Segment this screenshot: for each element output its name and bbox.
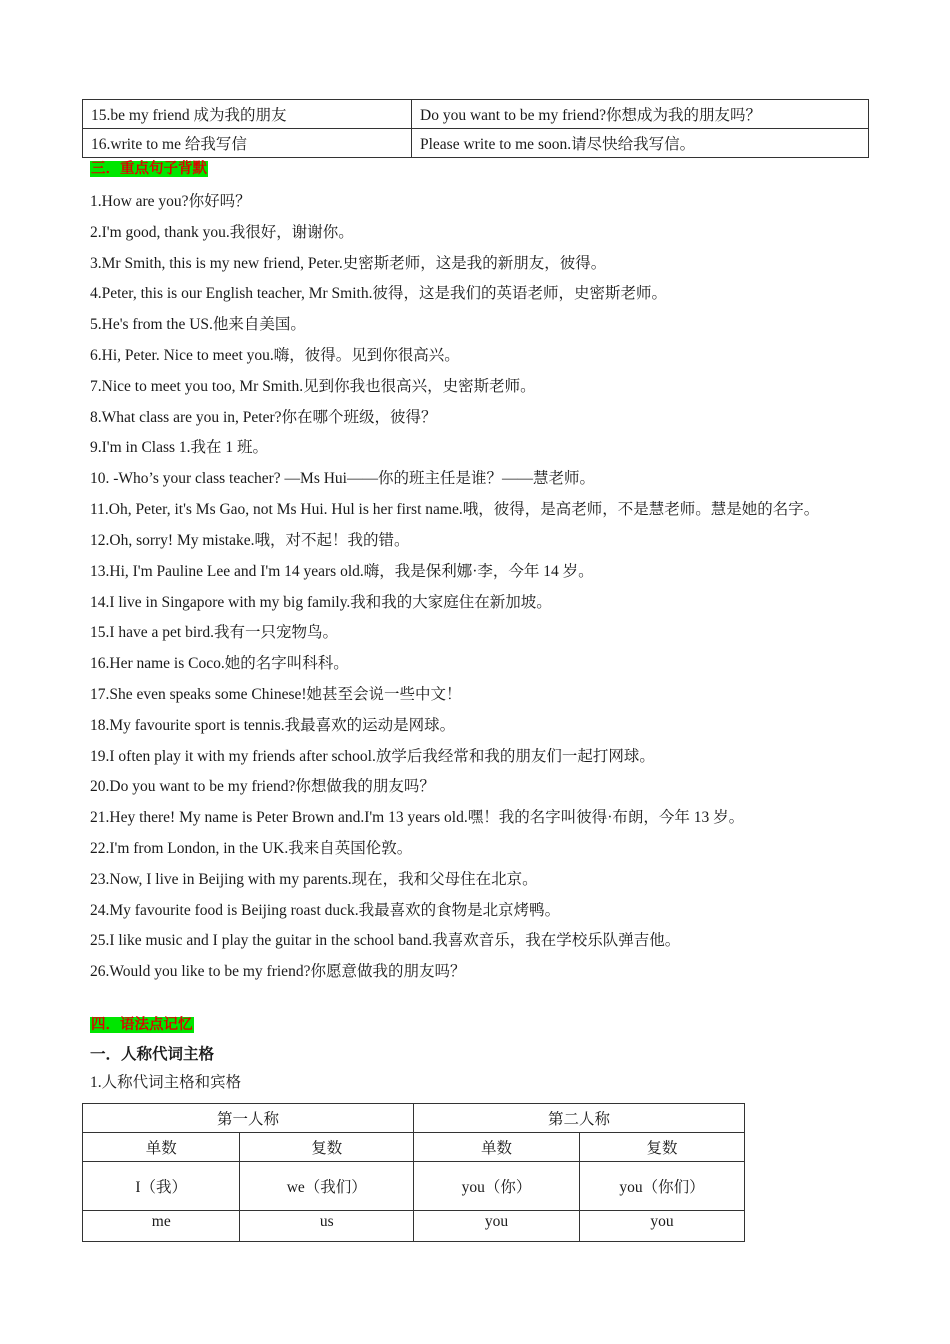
list-item: 7.Nice to meet you too, Mr Smith.见到你我也很高兴，史密斯老师。 [90, 377, 536, 395]
list-item: 4.Peter, this is our English teacher, Mr Smith.彼得，这是我们的英语老师，史密斯老师。 [90, 285, 667, 303]
table-cell: you（你） [414, 1162, 580, 1211]
list-item: 13.Hi, I'm Pauline Lee and I'm 14 years old.嗨，我是保利娜·李，今年 14 岁。 [90, 562, 594, 580]
table-cell: we（我们） [240, 1162, 414, 1211]
list-item: 5.He's from the US.他来自美国。 [90, 316, 306, 334]
list-item: 15.I have a pet bird.我有一只宠物鸟。 [90, 624, 338, 642]
section-heading-grammar [90, 1015, 194, 1035]
section-heading-key-sentences [90, 159, 208, 179]
list-item: 2.I'm good, thank you.我很好，谢谢你。 [90, 223, 354, 241]
list-item: 10. -Who’s your class teacher? —Ms Hui——你的班主任是谁？——慧老师。 [90, 470, 595, 488]
table-cell: I（我） [83, 1162, 240, 1211]
list-item: 16.Her name is Coco.她的名字叫科科。 [90, 655, 349, 673]
example-cell: Please write to me soon.请尽快给我写信。 [412, 129, 869, 158]
list-item: 6.Hi, Peter. Nice to meet you.嗨，彼得。见到你很高兴。 [90, 346, 460, 364]
phrase-cell: 15.be my friend 成为我的朋友 [83, 100, 412, 129]
table-row [83, 1104, 745, 1133]
subheader-cell: 复数 [240, 1133, 414, 1162]
list-item: 24.My favourite food is Beijing roast duck.我最喜欢的食物是北京烤鸭。 [90, 901, 561, 919]
list-item: 26.Would you like to be my friend?你愿意做我的朋友吗？ [90, 963, 466, 981]
table-cell: me [83, 1211, 240, 1242]
grammar-subheading: 一．人称代词主格 [90, 1045, 215, 1063]
list-item: 8.What class are you in, Peter?你在哪个班级，彼得？ [90, 408, 437, 426]
table-row [83, 1162, 745, 1211]
subheader-cell: 单数 [414, 1133, 580, 1162]
table-cell: you [414, 1211, 580, 1242]
subheader-cell: 复数 [580, 1133, 745, 1162]
highlighted-heading-text: 三．重点句子背默 [91, 161, 207, 177]
sentence-list [90, 187, 856, 988]
list-item: 23.Now, I live in Beijing with my parents.现在，我和父母住在北京。 [90, 870, 538, 888]
list-item: 3.Mr Smith, this is my new friend, Peter.史密斯老师，这是我的新朋友，彼得。 [90, 254, 607, 272]
list-item: 9.I'm in Class 1.我在 1 班。 [90, 439, 269, 457]
table-cell: you [580, 1211, 745, 1242]
list-item: 18.My favourite sport is tennis.我最喜欢的运动是网球。 [90, 716, 456, 734]
grammar-item: 1.人称代词主格和宾格 [90, 1074, 242, 1091]
table-cell: us [240, 1211, 414, 1242]
list-item: 17.She even speaks some Chinese!她甚至会说一些中文！ [90, 685, 462, 703]
pronoun-table [82, 1103, 745, 1242]
table-row [83, 1133, 745, 1162]
phrase-cell: 16.write to me 给我写信 [83, 129, 412, 158]
table-row [83, 100, 869, 129]
list-item: 1.How are you?你好吗？ [90, 193, 251, 210]
subheader-cell: 单数 [83, 1133, 240, 1162]
header-cell: 第一人称 [83, 1104, 414, 1133]
list-item: 11.Oh, Peter, it's Ms Gao, not Ms Hui. Hul is her first name.哦，彼得，是高老师，不是慧老师。慧是她的名字。 [90, 500, 820, 518]
list-item: 21.Hey there! My name is Peter Brown and.I'm 13 years old.嘿！我的名字叫彼得·布朗，今年 13 岁。 [90, 809, 745, 827]
table-cell: you（你们） [580, 1162, 745, 1211]
highlighted-heading-text: 四．语法点记忆 [91, 1017, 193, 1033]
list-item: 25.I like music and I play the guitar in the school band.我喜欢音乐，我在学校乐队弹吉他。 [90, 932, 681, 950]
example-cell: Do you want to be my friend?你想成为我的朋友吗？ [412, 100, 869, 129]
table-row [83, 129, 869, 158]
phrase-table [82, 99, 869, 158]
table-row [83, 1211, 745, 1242]
header-cell: 第二人称 [414, 1104, 745, 1133]
list-item: 20.Do you want to be my friend?你想做我的朋友吗？ [90, 778, 435, 796]
list-item: 12.Oh, sorry! My mistake.哦，对不起！我的错。 [90, 531, 410, 549]
list-item: 14.I live in Singapore with my big family.我和我的大家庭住在新加坡。 [90, 593, 552, 611]
list-item: 22.I'm from London, in the UK.我来自英国伦敦。 [90, 839, 413, 857]
list-item: 19.I often play it with my friends after school.放学后我经常和我的朋友们一起打网球。 [90, 747, 655, 765]
